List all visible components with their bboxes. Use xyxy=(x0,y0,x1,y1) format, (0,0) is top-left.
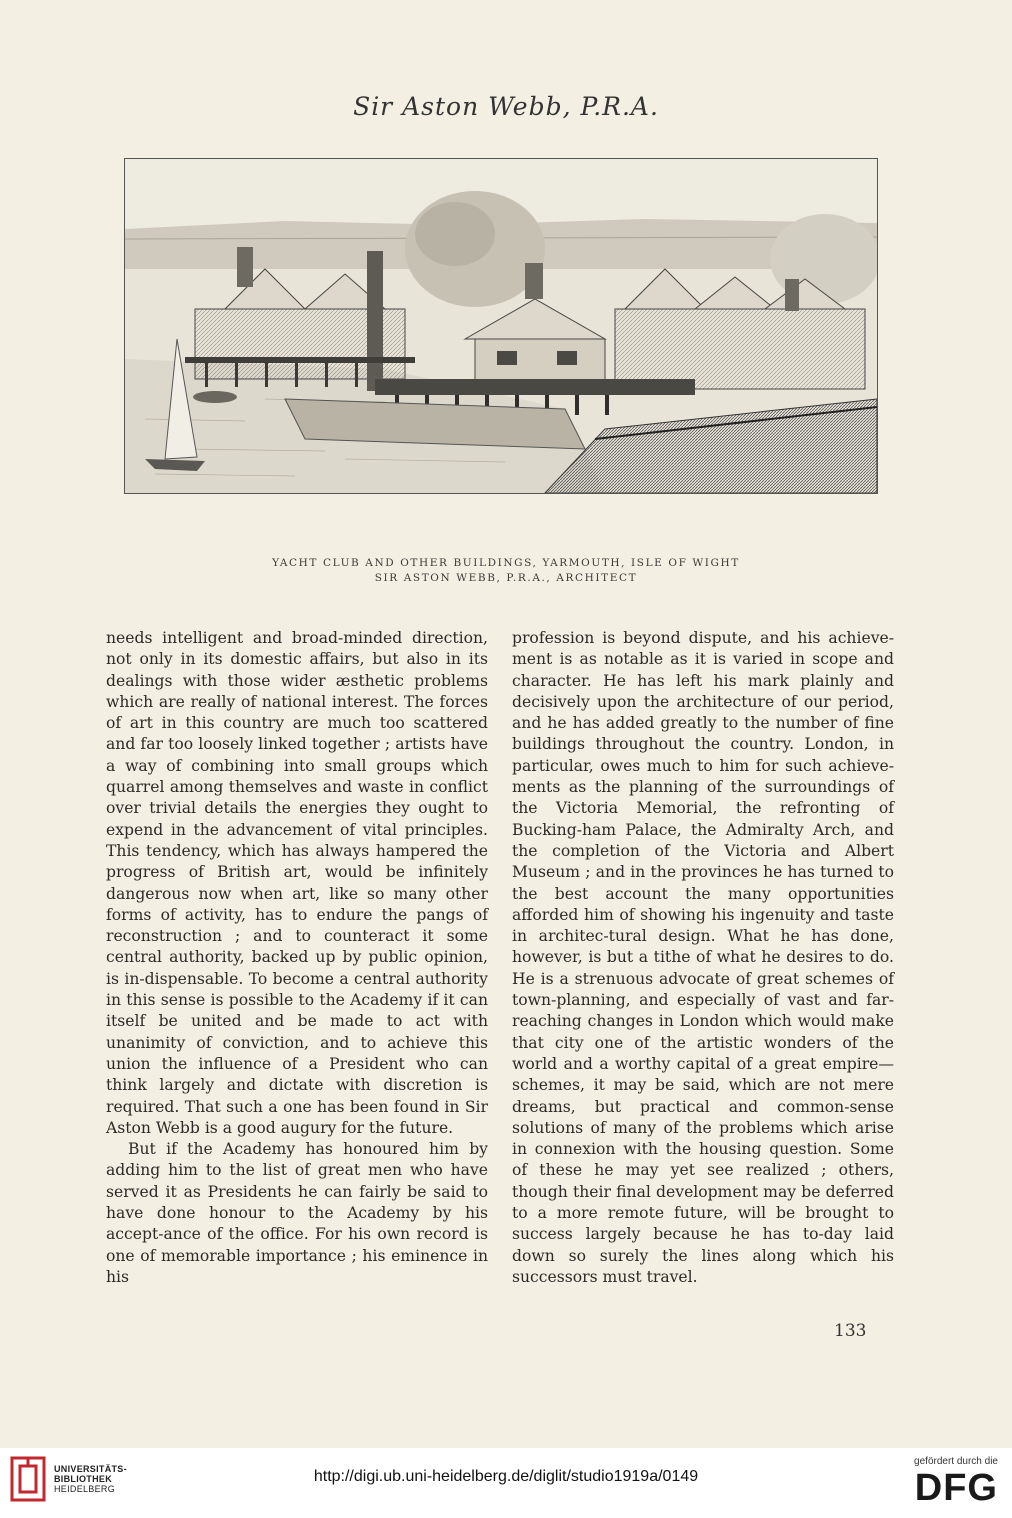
figure-caption-credit: SIR ASTON WEBB, P.R.A., ARCHITECT xyxy=(374,572,638,584)
figure-caption-title: YACHT CLUB AND OTHER BUILDINGS, YARMOUTH, ISLE OF WIGHT xyxy=(272,557,740,569)
paragraph: But if the Academy has honoured him by adding him to the list of great men who have served it as Presidents he can fairly be said to have done honour to the Academy by his accept-ance of the office. For his own record is one of memorable importance ; his eminence in his xyxy=(106,1140,488,1286)
paragraph: needs intelligent and broad-minded direction, not only in its domestic affairs, but also in its dealings with those wider æsthetic problems which are really of national interest. The forces of art in this country are much too scattered and far too loosely linked together ; artists have a way of combining into small groups which quarrel among themselves and waste in conflict over trivial details the energies they ought to expend in the advancement of vital principles. This tendency, which has always hampered the progress of British art, would be infinitely dangerous now when art, like so many other forms of activity, has to endure the pangs of reconstruction ; and to counteract it some central authority, backed up by public opinion, is in-dispensable. To become a central authority in this sense is possible to the Academy if it can itself be united and be made to act with unanimity of conviction, and to achieve this union the influence of a President who can think largely and dictate with discretion is required. That such a one has been found in Sir Aston Webb is a good augury for the future. xyxy=(106,629,488,1137)
digitization-footer xyxy=(0,1448,1012,1518)
library-name-line: HEIDELBERG xyxy=(54,1484,116,1494)
source-url-link[interactable]: http://digi.ub.uni-heidelberg.de/diglit/studio1919a/0149 xyxy=(313,1468,699,1485)
dfg-logo: DFG xyxy=(914,1467,998,1509)
funded-by-label: gefördert durch die xyxy=(914,1456,998,1467)
library-name-line: BIBLIOTHEK xyxy=(54,1474,112,1484)
paragraph: profession is beyond dispute, and his achieve-ment is as notable as it is varied in scope and character. He has left his mark plainly and decisively upon the architecture of our period, and he has added greatly to the number of fine buildings throughout the country. London, in particular, owes much to him for such achieve-ments as the planning of the surroundings of the Victoria Memorial, the refronting of Bucking-ham Palace, the Admiralty Arch, and the completion of the Victoria and Albert Museum ; and in the provinces he has turned to the best account the many opportunities afforded him of showing his ingenuity and taste in architec-tural design. What he has done, however, is but a tithe of what he desires to do. He is a strenuous advocate of great schemes of town-planning, and especially of vast and far-reaching changes in London which would make that city one of the artistic wonders of the world and a worthy capital of a great empire—schemes, it may be said, which are not mere dreams, but practical and common-sense solutions of many of the problems which arise in connexion with the housing question. Some of these he may yet see realized ; others, though their final development may be deferred to a more remote future, will be brought to success largely because he has to-day laid down so surely the lines along which his successors must travel. xyxy=(512,629,894,1286)
page-number: 133 xyxy=(834,1321,867,1341)
page-title: Sir Aston Webb, P.R.A. xyxy=(353,92,659,121)
library-name-line: UNIVERSITÄTS- xyxy=(54,1464,127,1474)
text-column-left xyxy=(106,628,488,1288)
illustration-yacht-club xyxy=(124,158,878,494)
text-column-right xyxy=(512,628,894,1288)
